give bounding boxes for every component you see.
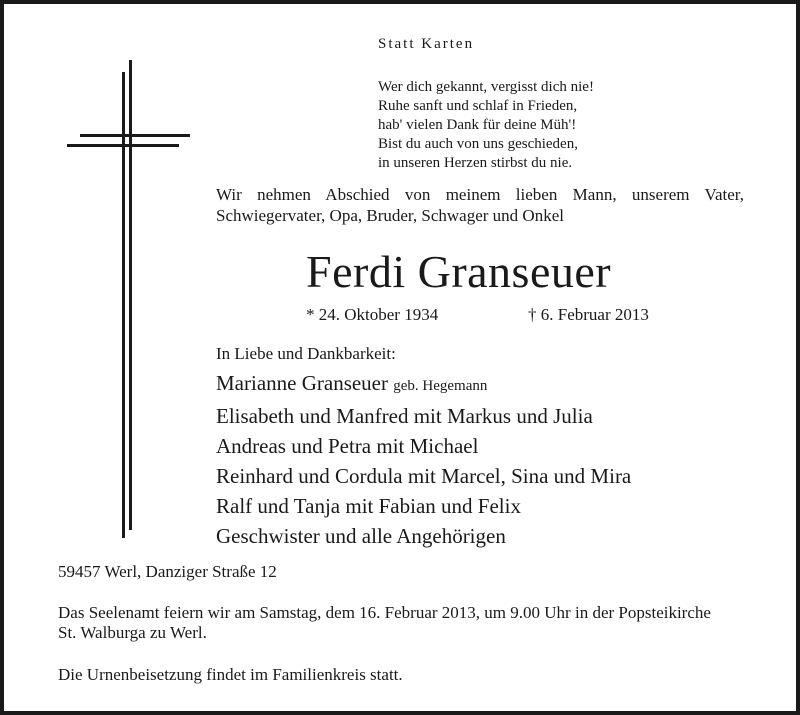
mourner-line: Reinhard und Cordula mit Marcel, Sina und Mira bbox=[216, 464, 632, 488]
mourner-line: Elisabeth und Manfred mit Markus und Julia bbox=[216, 404, 593, 428]
mourners-heading: In Liebe und Dankbarkeit: bbox=[216, 344, 396, 363]
poem-line: in unseren Herzen stirbst du nie. bbox=[378, 155, 573, 171]
burial-info: Die Urnenbeisetzung findet im Familienkreis statt. bbox=[58, 665, 403, 684]
mourners-list bbox=[216, 368, 631, 551]
poem-line: Wer dich gekannt, vergisst dich nie! bbox=[378, 79, 594, 95]
service-line: Das Seelenamt feiern wir am Samstag, dem 16. Februar 2013, um 9.00 Uhr in der Popsteikirche bbox=[58, 603, 711, 622]
poem-line: Ruhe sanft und schlaf in Frieden, bbox=[378, 98, 578, 114]
mourner-line: Andreas und Petra mit Michael bbox=[216, 434, 479, 458]
poem bbox=[378, 78, 594, 173]
service-line: St. Walburga zu Werl. bbox=[58, 623, 207, 642]
service-info bbox=[58, 603, 711, 643]
poem-line: Bist du auch von uns geschieden, bbox=[378, 136, 578, 152]
intro-line-1: Wir nehmen Abschied von meinem lieben Mann, unserem Vater, bbox=[216, 185, 744, 204]
poem-line: hab' vielen Dank für deine Müh'! bbox=[378, 117, 577, 133]
birth-date: * 24. Oktober 1934 bbox=[306, 305, 439, 324]
mourner-line bbox=[216, 368, 631, 401]
intro-line-2: Schwiegervater, Opa, Bruder, Schwager und Onkel bbox=[216, 206, 564, 225]
deceased-name: Ferdi Granseuer bbox=[306, 246, 612, 297]
maiden-name: geb. Hegemann bbox=[393, 378, 488, 394]
mourner-name: Marianne Granseuer bbox=[216, 371, 388, 395]
address: 59457 Werl, Danziger Straße 12 bbox=[58, 562, 277, 581]
death-date: † 6. Februar 2013 bbox=[528, 305, 649, 324]
statt-karten-label: Statt Karten bbox=[378, 36, 475, 52]
mourner-line: Geschwister und alle Angehörigen bbox=[216, 524, 506, 548]
mourner-line: Ralf und Tanja mit Fabian und Felix bbox=[216, 494, 521, 518]
